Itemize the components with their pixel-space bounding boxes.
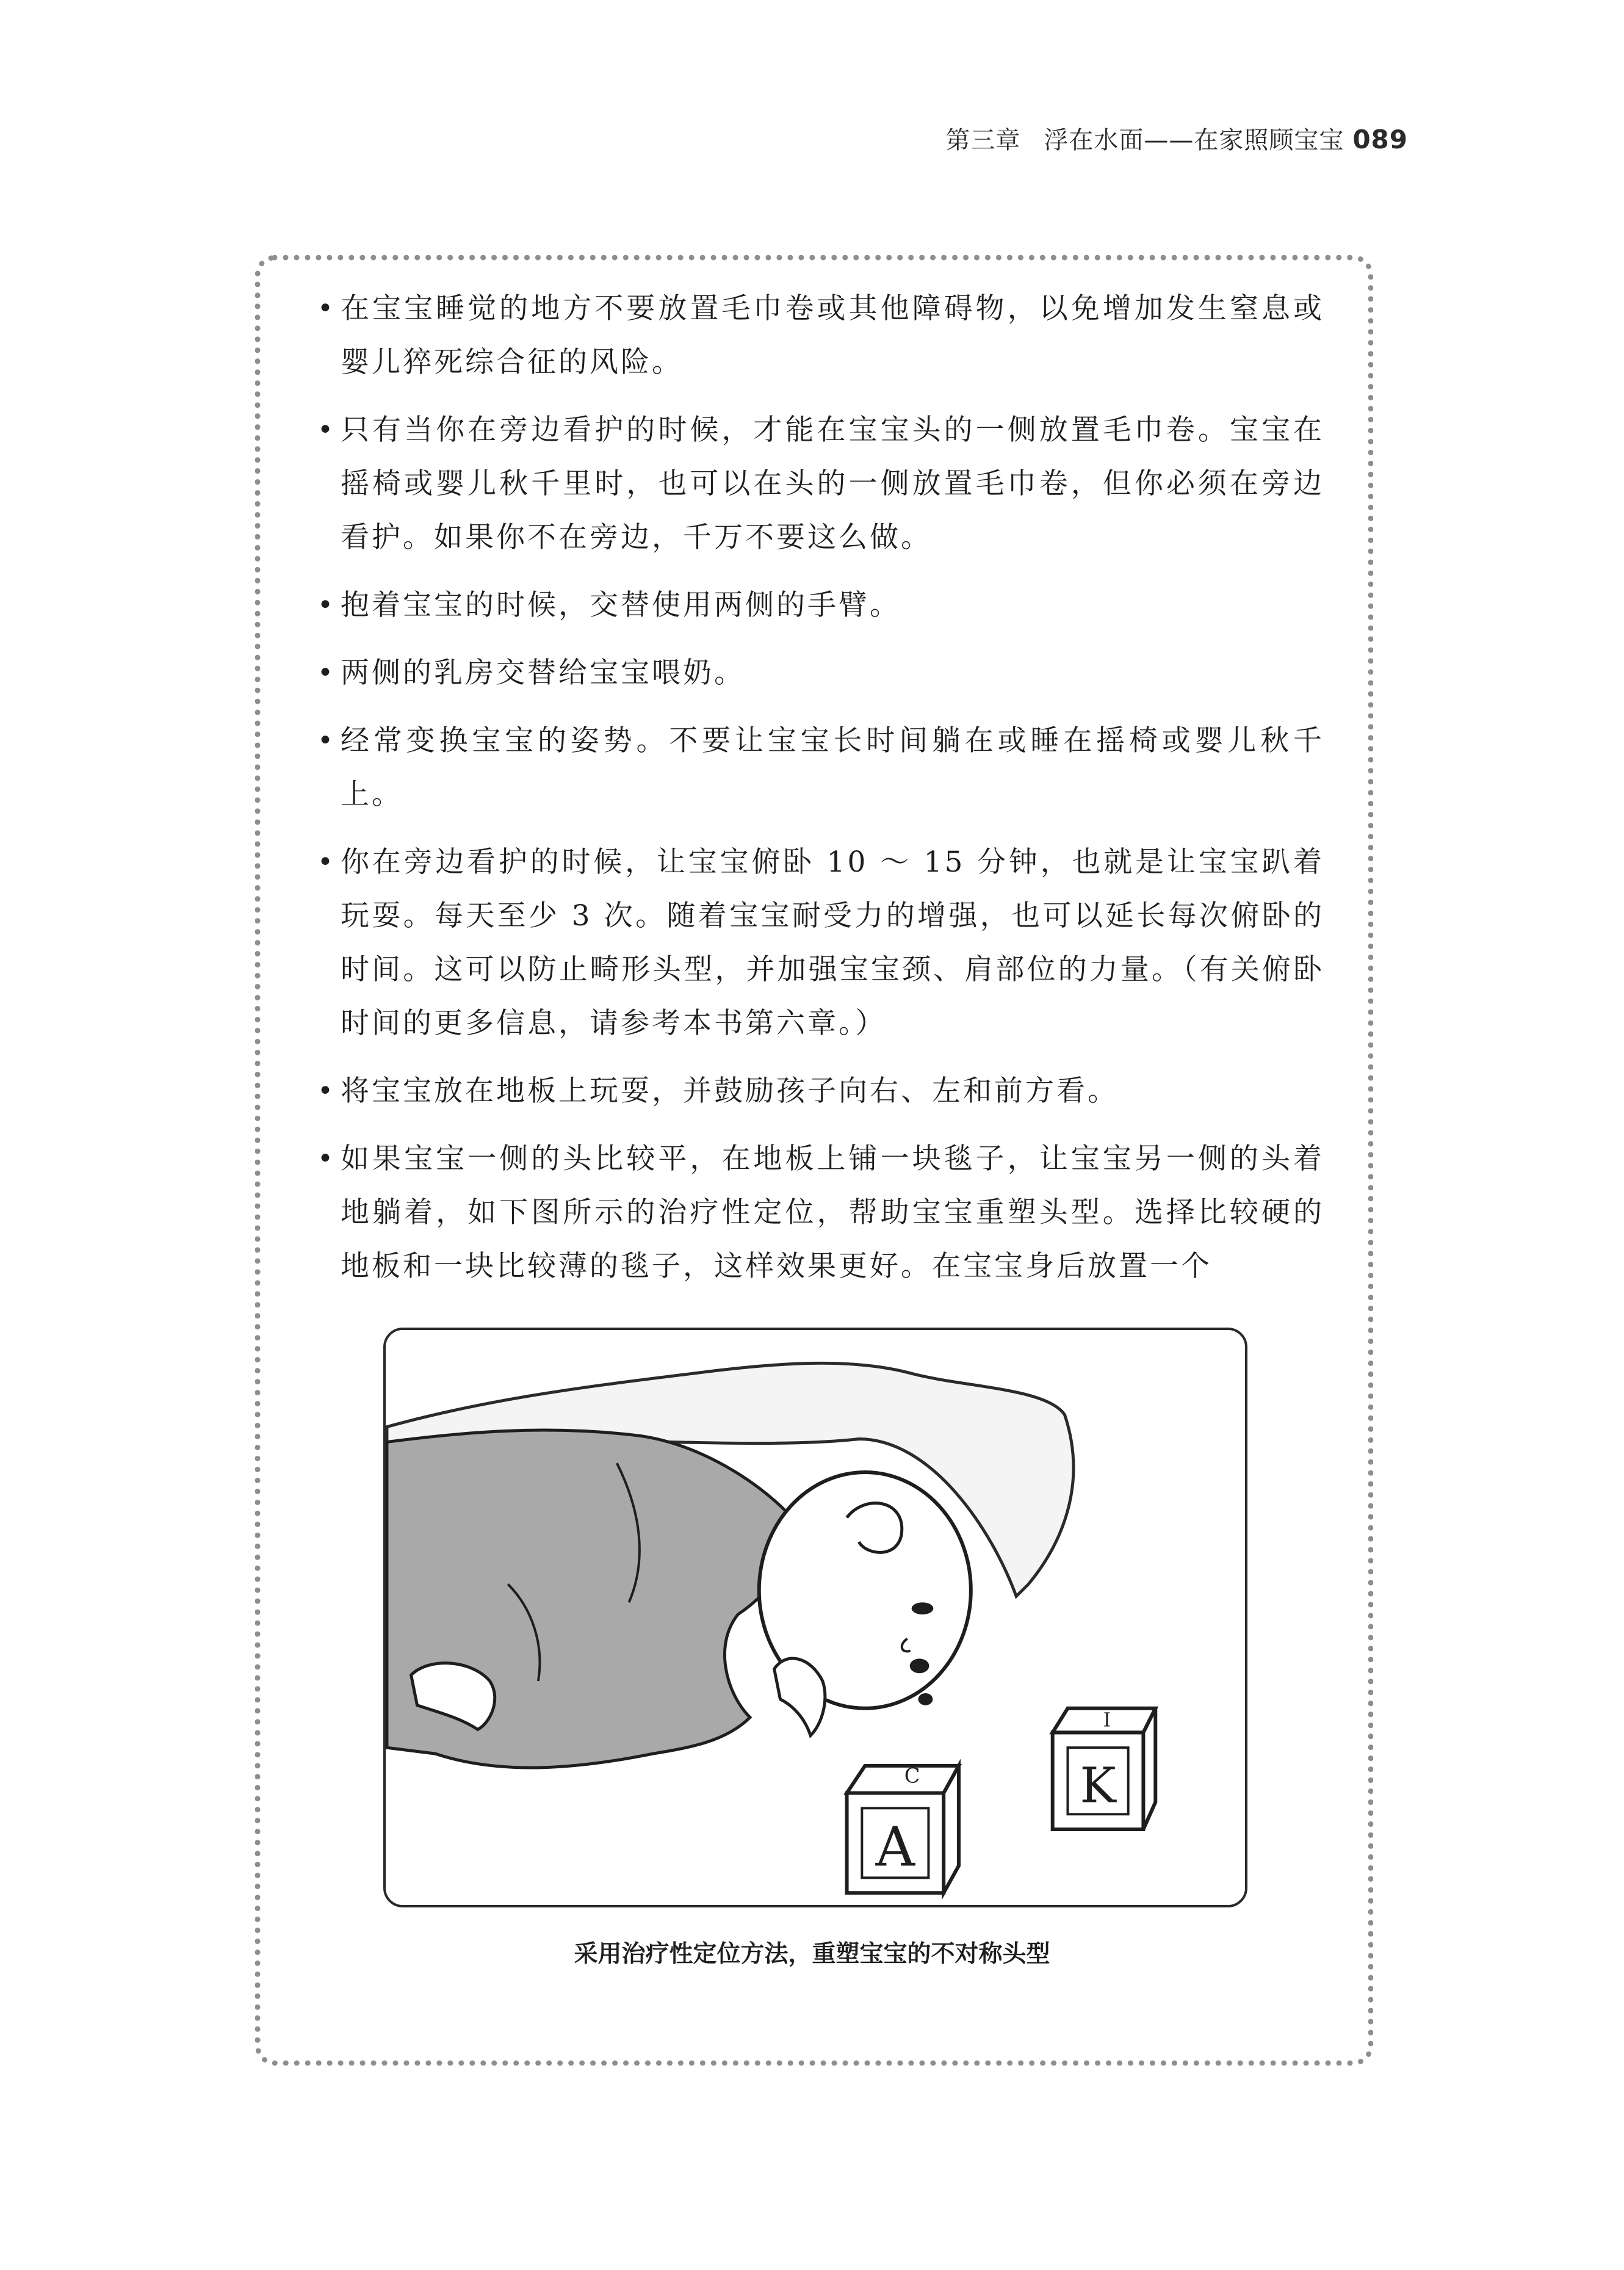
bullet-item: [317, 836, 1324, 1050]
baby-positioning-illustration: [383, 1328, 1247, 1907]
bullet-dot: •: [317, 657, 336, 689]
baby-body-illustration: [387, 1430, 792, 1768]
toy-block-a-illustration: [847, 1764, 959, 1893]
bullet-text: 将宝宝放在地板上玩耍，并鼓励孩子向右、左和前方看。: [341, 1074, 1119, 1108]
bullet-item: [317, 282, 1324, 389]
bullet-text: 经常变换宝宝的姿势。不要让宝宝长时间躺在或睡在摇椅或婴儿秋千上。: [341, 724, 1324, 811]
bullet-item: [317, 579, 1324, 632]
bullet-text: 如果宝宝一侧的头比较平，在地板上铺一块毯子，让宝宝另一侧的头着地躺着，如下图所示的治疗性定位，帮助宝宝重塑头型。选择比较硬的地板和一块比较薄的毯子，这样效果更好。在宝宝身后放置一个: [341, 1142, 1324, 1283]
bullet-dot: •: [317, 1075, 336, 1107]
bullet-text: 在宝宝睡觉的地方不要放置毛巾卷或其他障碍物，以免增加发生窒息或婴儿猝死综合征的风险。: [341, 292, 1324, 379]
bullet-item: [317, 1132, 1324, 1293]
block-letter-i: I: [1103, 1709, 1111, 1732]
bullet-dot: •: [317, 1143, 336, 1174]
chapter-label: 第三章: [945, 126, 1021, 154]
bullet-dot: •: [317, 847, 336, 878]
running-header: [945, 121, 1408, 156]
bullet-item: [317, 714, 1324, 822]
bullet-text: 只有当你在旁边看护的时候，才能在宝宝头的一侧放置毛巾卷。宝宝在摇椅或婴儿秋千里时，也可以在头的一侧放置毛巾卷，但你必须在旁边看护。如果你不在旁边，千万不要这么做。: [341, 413, 1324, 554]
block-letter-a: A: [875, 1815, 915, 1879]
figure-caption: 采用治疗性定位方法，重塑宝宝的不对称头型: [574, 1940, 1050, 1968]
bullet-dot: •: [317, 293, 336, 324]
bullet-dot: •: [317, 590, 336, 621]
toy-block-k-illustration: [1053, 1708, 1156, 1829]
bullet-list: [317, 282, 1324, 1307]
bullet-dot: •: [317, 414, 336, 446]
bullet-dot: •: [317, 725, 336, 756]
bullet-item: [317, 1065, 1324, 1118]
block-letter-k: K: [1080, 1757, 1116, 1814]
bullet-item: [317, 646, 1324, 700]
bullet-text: 两侧的乳房交替给宝宝喂奶。: [341, 656, 745, 690]
bullet-text: 抱着宝宝的时候，交替使用两侧的手臂。: [341, 588, 901, 622]
bullet-text: 你在旁边看护的时候，让宝宝俯卧 10 ～ 15 分钟，也就是让宝宝趴着玩耍。每天至少 3 次。随着宝宝耐受力的增强，也可以延长每次俯卧的时间。这可以防止畸形头型，并加强宝宝颈、肩部位的力量。（有关俯卧时间的更多信息，请参考本书第六章。）: [341, 845, 1324, 1040]
page-number: 089: [1352, 125, 1408, 154]
block-letter-c: C: [904, 1763, 920, 1788]
chapter-title: 浮在水面——在家照顾宝宝: [1044, 126, 1344, 154]
bullet-item: [317, 403, 1324, 565]
